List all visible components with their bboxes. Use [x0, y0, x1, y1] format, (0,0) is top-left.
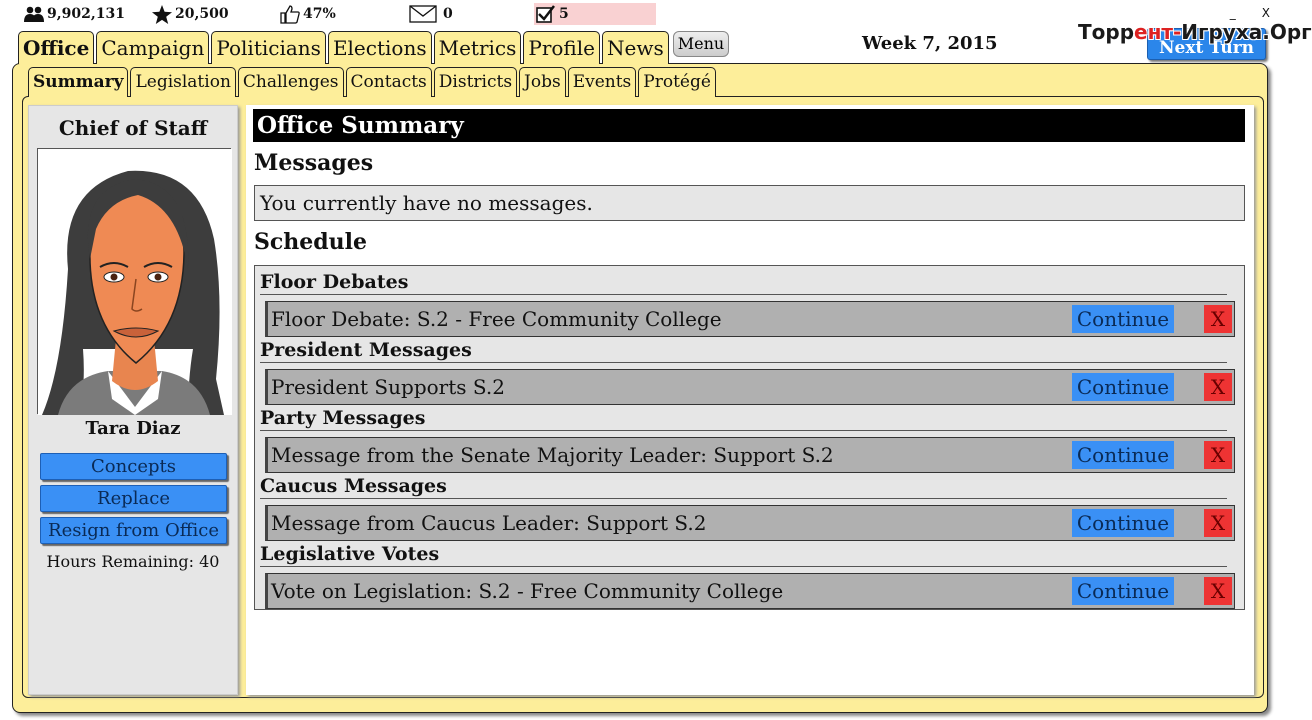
messages-box: You currently have no messages. — [254, 185, 1245, 221]
group-title: President Messages — [260, 337, 1227, 363]
close-button[interactable]: X — [1261, 6, 1270, 20]
continue-button[interactable]: Continue — [1072, 577, 1174, 605]
envelope-icon — [409, 5, 437, 23]
schedule-item: President Supports S.2 — [271, 375, 505, 399]
group-title: Party Messages — [260, 405, 1227, 431]
population-value: 9,902,131 — [47, 6, 125, 22]
minimize-button[interactable]: _ — [1229, 6, 1236, 20]
schedule-item: Floor Debate: S.2 - Free Community College — [271, 307, 722, 331]
dismiss-button[interactable]: X — [1204, 509, 1232, 537]
tab-metrics[interactable]: Metrics — [434, 31, 522, 64]
group-title: Legislative Votes — [260, 541, 1227, 567]
schedule-row — [265, 505, 1235, 541]
messages-heading: Messages — [254, 150, 374, 176]
menu-button[interactable]: Menu — [673, 31, 729, 57]
approval-stat — [280, 3, 336, 25]
dismiss-button[interactable]: X — [1204, 305, 1232, 333]
dismiss-button[interactable]: X — [1204, 373, 1232, 401]
dismiss-button[interactable]: X — [1204, 441, 1232, 469]
hours-remaining: Hours Remaining: 40 — [46, 552, 220, 571]
next-turn-button[interactable]: Next Turn — [1147, 28, 1266, 60]
population-stat — [24, 3, 125, 25]
schedule-row — [265, 301, 1235, 337]
chief-name: Tara Diaz — [85, 418, 181, 439]
continue-button[interactable]: Continue — [1072, 305, 1174, 333]
schedule-heading: Schedule — [254, 229, 368, 255]
replace-button[interactable]: Replace — [40, 485, 227, 512]
tab-office[interactable]: Office — [18, 31, 94, 64]
week-label: Week 7, 2015 — [862, 33, 998, 54]
subtab-legislation[interactable]: Legislation — [130, 67, 235, 97]
star-icon — [152, 5, 172, 24]
subtab-districts[interactable]: Districts — [434, 67, 517, 97]
subtab-jobs[interactable]: Jobs — [519, 67, 566, 97]
tab-campaign[interactable]: Campaign — [96, 31, 209, 64]
concepts-button[interactable]: Concepts — [40, 453, 227, 480]
panel-title: Chief of Staff — [58, 116, 208, 140]
window-controls — [1230, 6, 1270, 20]
tab-profile[interactable]: Profile — [523, 31, 600, 64]
subtab-challenges[interactable]: Challenges — [238, 67, 344, 97]
people-icon — [24, 6, 44, 22]
tasks-stat[interactable] — [534, 3, 656, 25]
thumbs-up-icon — [280, 5, 300, 24]
watermark-logo: Торрент-Игруха.Орг — [1078, 20, 1312, 44]
sub-tabs — [28, 67, 718, 97]
stars-value: 20,500 — [175, 6, 229, 22]
mail-count: 0 — [443, 6, 453, 22]
chief-of-staff-panel — [28, 105, 238, 695]
tab-politicians[interactable]: Politicians — [211, 31, 326, 64]
tab-news[interactable]: News — [602, 31, 669, 64]
group-title: Floor Debates — [260, 269, 1227, 295]
office-summary-panel — [246, 105, 1254, 695]
stars-stat — [152, 3, 229, 25]
portrait-image — [37, 148, 231, 414]
schedule-item: Message from Caucus Leader: Support S.2 — [271, 511, 707, 535]
schedule-row — [265, 437, 1235, 473]
schedule-box — [254, 265, 1245, 610]
schedule-item: Message from the Senate Majority Leader: Support S.2 — [271, 443, 834, 467]
main-tabs — [18, 31, 729, 64]
schedule-row — [265, 369, 1235, 405]
tasks-count: 5 — [559, 6, 569, 22]
subtab-protege[interactable]: Protégé — [638, 67, 716, 97]
checkbox-icon — [536, 5, 556, 23]
schedule-row — [265, 573, 1235, 609]
office-summary-title: Office Summary — [253, 109, 1245, 142]
dismiss-button[interactable]: X — [1204, 577, 1232, 605]
group-title: Caucus Messages — [260, 473, 1227, 499]
schedule-item: Vote on Legislation: S.2 - Free Community College — [271, 579, 784, 603]
continue-button[interactable]: Continue — [1072, 441, 1174, 469]
subtab-events[interactable]: Events — [568, 67, 637, 97]
approval-value: 47% — [303, 6, 336, 22]
subtab-summary[interactable]: Summary — [28, 67, 128, 97]
resign-button[interactable]: Resign from Office — [40, 517, 227, 544]
mail-stat[interactable] — [409, 3, 453, 25]
subtab-contacts[interactable]: Contacts — [346, 67, 432, 97]
continue-button[interactable]: Continue — [1072, 373, 1174, 401]
tab-elections[interactable]: Elections — [328, 31, 432, 64]
continue-button[interactable]: Continue — [1072, 509, 1174, 537]
